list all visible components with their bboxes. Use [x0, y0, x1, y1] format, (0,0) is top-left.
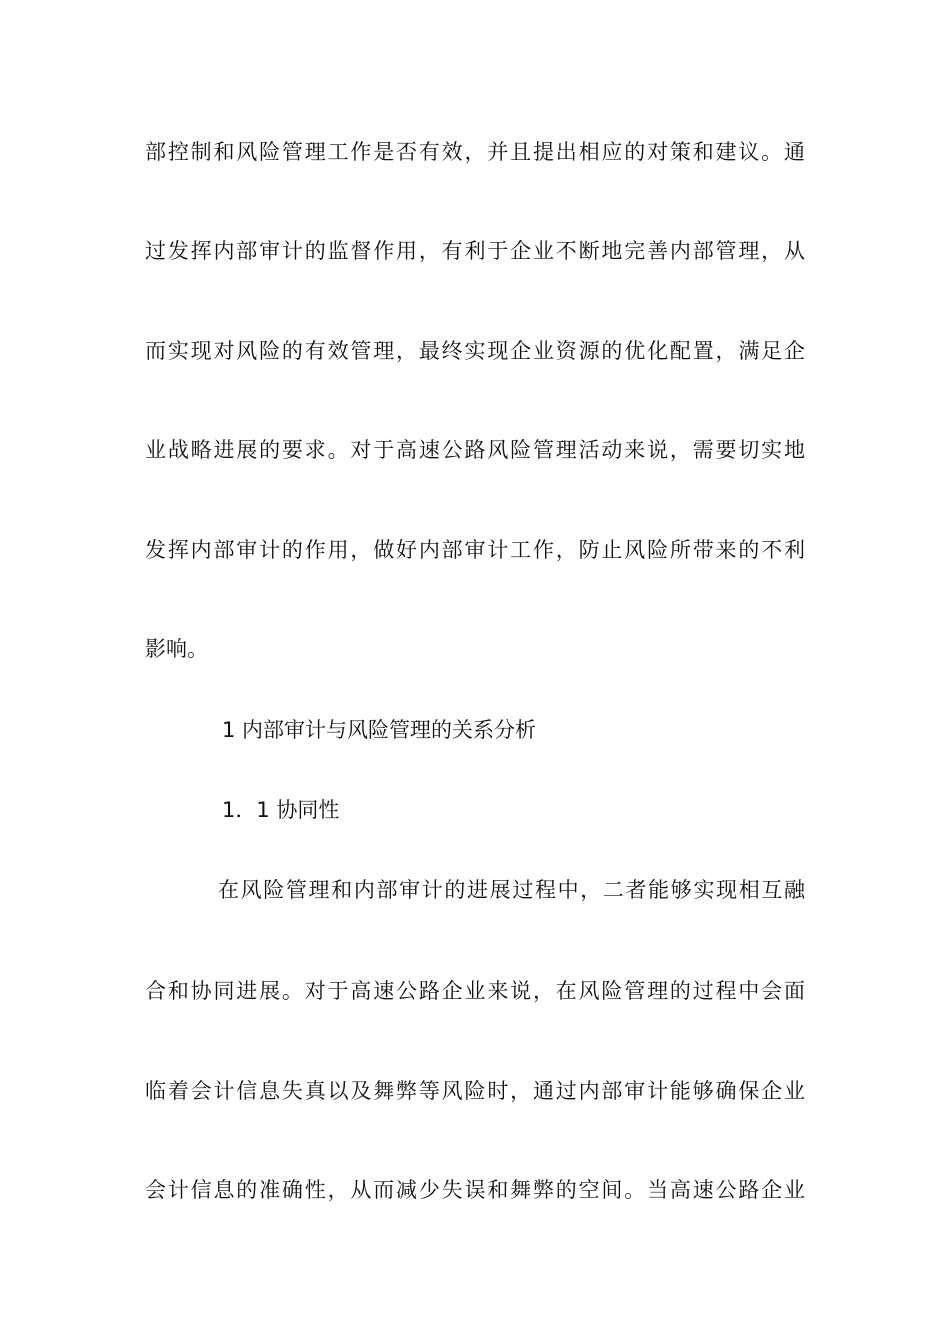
paragraph2-line-2: 合和协同进展。对于高速公路企业来说，在风险管理的过程中会面	[145, 979, 805, 1003]
paragraph1-line-4: 业战略进展的要求。对于高速公路风险管理活动来说，需要切实地	[145, 438, 805, 462]
paragraph2-line-4: 会计信息的准确性，从而减少失误和舞弊的空间。当高速公路企业	[145, 1178, 805, 1202]
subsection-heading: 1．1 协同性	[222, 798, 340, 822]
paragraph1-line-5: 发挥内部审计的作用，做好内部审计工作，防止风险所带来的不利	[145, 538, 805, 562]
paragraph2-line-1: 在风险管理和内部审计的进展过程中，二者能够实现相互融	[218, 878, 805, 902]
paragraph1-line-1: 部控制和风险管理工作是否有效，并且提出相应的对策和建议。通	[145, 140, 805, 164]
paragraph1-line-2: 过发挥内部审计的监督作用，有利于企业不断地完善内部管理，从	[145, 239, 805, 263]
paragraph2-line-3: 临着会计信息失真以及舞弊等风险时，通过内部审计能够确保企业	[145, 1079, 805, 1103]
paragraph1-line-6: 影响。	[145, 637, 208, 661]
section-heading: 1 内部审计与风险管理的关系分析	[222, 718, 537, 742]
paragraph1-line-3: 而实现对风险的有效管理，最终实现企业资源的优化配置，满足企	[145, 339, 805, 363]
